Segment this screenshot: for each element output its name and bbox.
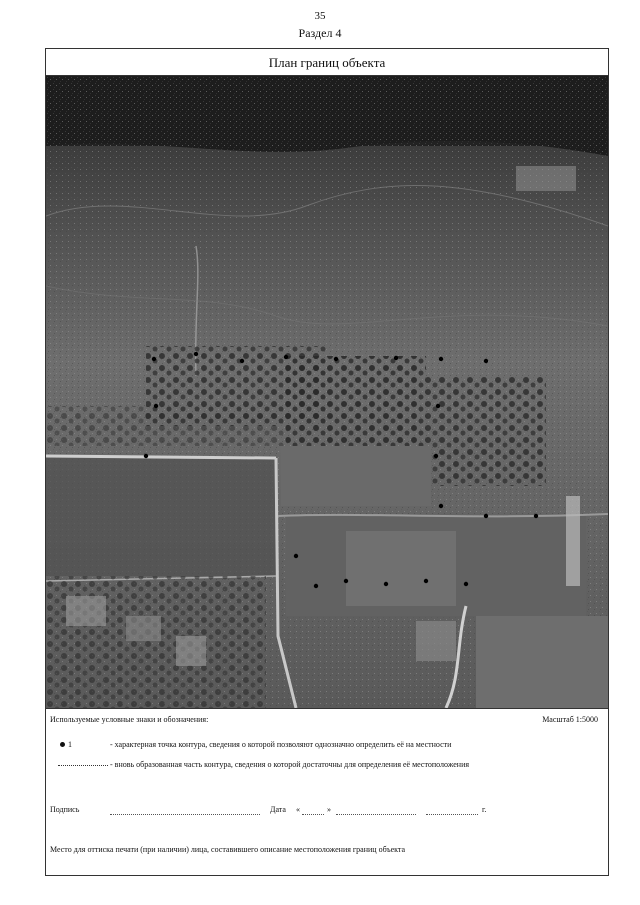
scale-label: Масштаб 1:5000 [542, 715, 598, 724]
date-label: Дата [270, 805, 286, 814]
dotted-line-icon [58, 765, 108, 766]
month-line[interactable] [336, 814, 416, 815]
signature-line[interactable] [110, 814, 260, 815]
point-symbol-icon [60, 742, 65, 747]
legend-text: - вновь образованная часть контура, сведения о которой достаточны для определения её местоположения [110, 760, 470, 769]
signature-row [50, 805, 604, 819]
plan-frame [45, 48, 609, 876]
stamp-note: Место для оттиска печати (при наличии) лица, составившего описание местоположения границ объекта [50, 845, 406, 854]
section-title: Раздел 4 [298, 26, 342, 40]
aerial-map [46, 76, 608, 709]
quote-open: « [296, 805, 300, 814]
plan-title: План границ объекта [46, 49, 608, 76]
legend-text: - характерная точка контура, сведения о которой позволяют однозначно определить её на местности [110, 740, 452, 749]
aerial-photo [46, 76, 608, 708]
year-line[interactable] [426, 814, 478, 815]
year-suffix: г. [482, 805, 487, 814]
day-line[interactable] [302, 814, 324, 815]
quote-close: » [327, 805, 331, 814]
legend-label: Используемые условные знаки и обозначения: [50, 715, 209, 724]
point-symbol-number: 1 [68, 740, 72, 749]
signature-label: Подпись [50, 805, 80, 814]
page-number: 35 [314, 10, 326, 22]
